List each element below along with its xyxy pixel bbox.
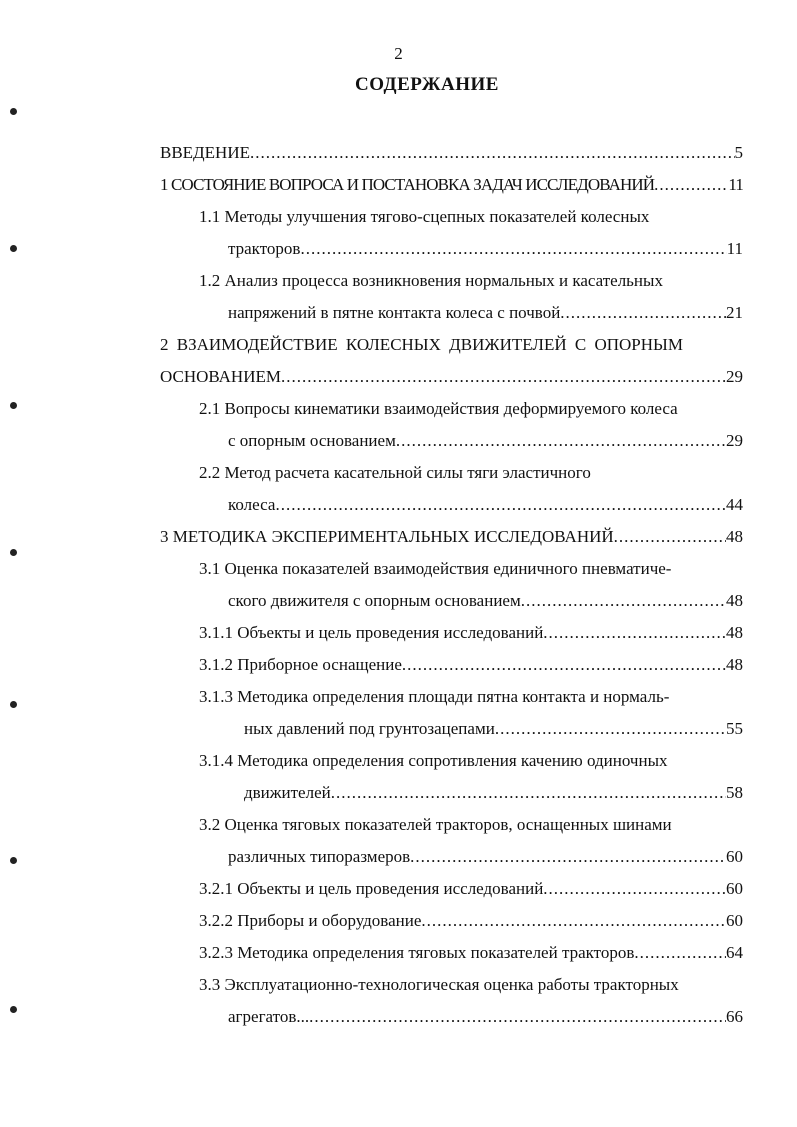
toc-entry-3-3 <box>199 975 743 999</box>
punch-hole-mark <box>10 108 17 115</box>
toc-entry-text: 3.2.1 Объекты и цель проведения исследований <box>199 879 544 898</box>
toc-leader-dots <box>281 367 726 387</box>
toc-leader-dots <box>250 143 735 163</box>
page-number: 2 <box>394 44 403 63</box>
toc-leader-dots <box>309 1007 726 1027</box>
toc-entry-page: 44 <box>726 495 743 514</box>
punch-hole-mark <box>10 1006 17 1013</box>
toc-entry-3-1-3 <box>199 687 743 711</box>
toc-entry-page: 60 <box>726 847 743 866</box>
toc-entry-3-1-4-cont <box>244 783 743 807</box>
toc-entry-text: с опорным основанием <box>228 431 396 450</box>
toc-entry-3-2-1 <box>199 879 743 903</box>
toc-entry-text: ВВЕДЕНИЕ <box>160 143 250 162</box>
toc-entry-chapter-2 <box>160 335 743 359</box>
toc-leader-dots <box>614 527 726 547</box>
toc-leader-dots <box>396 431 726 451</box>
toc-leader-dots <box>402 655 726 675</box>
toc-entry-page: 48 <box>726 623 743 642</box>
toc-entry-3-2-2 <box>199 911 743 935</box>
toc-entry-3-1-1 <box>199 623 743 647</box>
punch-hole-mark <box>10 701 17 708</box>
toc-entry-page: 60 <box>726 911 743 930</box>
toc-leader-dots <box>654 175 728 195</box>
toc-entry-3-2-cont <box>228 847 743 871</box>
toc-entry-text: 2.2 Метод расчета касательной силы тяги эластичного <box>199 463 591 482</box>
toc-entry-page: 55 <box>726 719 743 738</box>
toc-entry-text: агрегатов... <box>228 1007 310 1026</box>
toc-leader-dots <box>410 847 726 867</box>
toc-entry-chapter-1 <box>160 175 743 199</box>
toc-leader-dots <box>543 879 726 899</box>
toc-entry-page: 60 <box>726 879 743 898</box>
toc-entry-introduction <box>160 143 743 167</box>
toc-entry-3-2 <box>199 815 743 839</box>
toc-entry-text: 3.2 Оценка тяговых показателей тракторов, оснащенных шинами <box>199 815 672 834</box>
toc-entry-chapter-3 <box>160 527 743 551</box>
toc-entry-2-2 <box>199 463 743 487</box>
toc-entry-1-2 <box>199 271 743 295</box>
toc-entry-page: 21 <box>726 303 743 322</box>
toc-entry-3-1-cont <box>228 591 743 615</box>
toc-entry-chapter-2-cont <box>160 367 743 391</box>
toc-entry-2-1 <box>199 399 743 423</box>
toc-entry-text: 1.2 Анализ процесса возникновения нормальных и касательных <box>199 271 663 290</box>
toc-entry-page: 48 <box>726 655 743 674</box>
toc-entry-text: ОСНОВАНИЕМ <box>160 367 281 386</box>
toc-leader-dots <box>421 911 726 931</box>
toc-entry-1-1-cont <box>228 239 743 263</box>
toc-entry-text: напряжений в пятне контакта колеса с почвой <box>228 303 561 322</box>
toc-entry-text: 3.1.2 Приборное оснащение <box>199 655 402 674</box>
toc-entry-text: 3.1.1 Объекты и цель проведения исследований <box>199 623 544 642</box>
toc-entry-page: 11 <box>726 239 743 258</box>
toc-entry-text: 1.1 Методы улучшения тягово-сцепных показателей колесных <box>199 207 650 226</box>
toc-entry-page: 64 <box>726 943 743 962</box>
punch-hole-mark <box>10 245 17 252</box>
toc-entry-1-1 <box>199 207 743 231</box>
toc-leader-dots <box>331 783 726 803</box>
toc-entry-3-1-3-cont <box>244 719 743 743</box>
punch-hole-mark <box>10 857 17 864</box>
toc-entry-3-1-4 <box>199 751 743 775</box>
toc-entry-text: 2 ВЗАИМОДЕЙСТВИЕ КОЛЕСНЫХ ДВИЖИТЕЛЕЙ С ОПОРНЫМ <box>160 335 683 354</box>
toc-entry-text: 3.2.2 Приборы и оборудование <box>199 911 422 930</box>
toc-entry-text: 1 СОСТОЯНИЕ ВОПРОСА И ПОСТАНОВКА ЗАДАЧ ИССЛЕДОВАНИЙ <box>160 175 655 194</box>
toc-entry-page: 58 <box>726 783 743 802</box>
toc-entry-text: 3.1.4 Методика определения сопротивления качению одиночных <box>199 751 668 770</box>
toc-entry-3-1-2 <box>199 655 743 679</box>
toc-entry-3-1 <box>199 559 743 583</box>
page-title: СОДЕРЖАНИЕ <box>355 74 499 95</box>
toc-leader-dots <box>634 943 726 963</box>
toc-leader-dots <box>560 303 726 323</box>
toc-entry-text: колеса <box>228 495 276 514</box>
toc-leader-dots <box>521 591 726 611</box>
toc-entry-text: тракторов <box>228 239 301 258</box>
punch-hole-mark <box>10 402 17 409</box>
toc-entry-text: ных давлений под грунтозацепами <box>244 719 495 738</box>
toc-entry-text: движителей <box>244 783 331 802</box>
toc-entry-page: 11 <box>728 175 743 194</box>
toc-entry-text: 3.3 Эксплуатационно-технологическая оценка работы тракторных <box>199 975 679 994</box>
toc-entry-3-3-cont <box>228 1007 743 1031</box>
toc-entry-1-2-cont <box>228 303 743 327</box>
toc-leader-dots <box>275 495 726 515</box>
toc-leader-dots <box>543 623 726 643</box>
toc-entry-text: 3.2.3 Методика определения тяговых показателей тракторов <box>199 943 635 962</box>
toc-entry-text: 3.1 Оценка показателей взаимодействия единичного пневматиче- <box>199 559 672 578</box>
toc-entry-page: 66 <box>726 1007 743 1026</box>
toc-entry-page: 5 <box>734 143 743 162</box>
toc-entry-text: 3 МЕТОДИКА ЭКСПЕРИМЕНТАЛЬНЫХ ИССЛЕДОВАНИЙ <box>160 527 614 546</box>
toc-entry-page: 48 <box>726 527 743 546</box>
toc-entry-text: 3.1.3 Методика определения площади пятна контакта и нормаль- <box>199 687 670 706</box>
toc-entry-page: 29 <box>726 431 743 450</box>
toc-leader-dots <box>495 719 726 739</box>
toc-entry-2-2-cont <box>228 495 743 519</box>
punch-hole-mark <box>10 549 17 556</box>
toc-entry-2-1-cont <box>228 431 743 455</box>
toc-leader-dots <box>300 239 726 259</box>
toc-entry-text: 2.1 Вопросы кинематики взаимодействия деформируемого колеса <box>199 399 678 418</box>
toc-entry-page: 29 <box>726 367 743 386</box>
toc-entry-text: различных типоразмеров <box>228 847 411 866</box>
toc-entry-page: 48 <box>726 591 743 610</box>
toc-entry-3-2-3 <box>199 943 743 967</box>
toc-entry-text: ского движителя с опорным основанием <box>228 591 521 610</box>
